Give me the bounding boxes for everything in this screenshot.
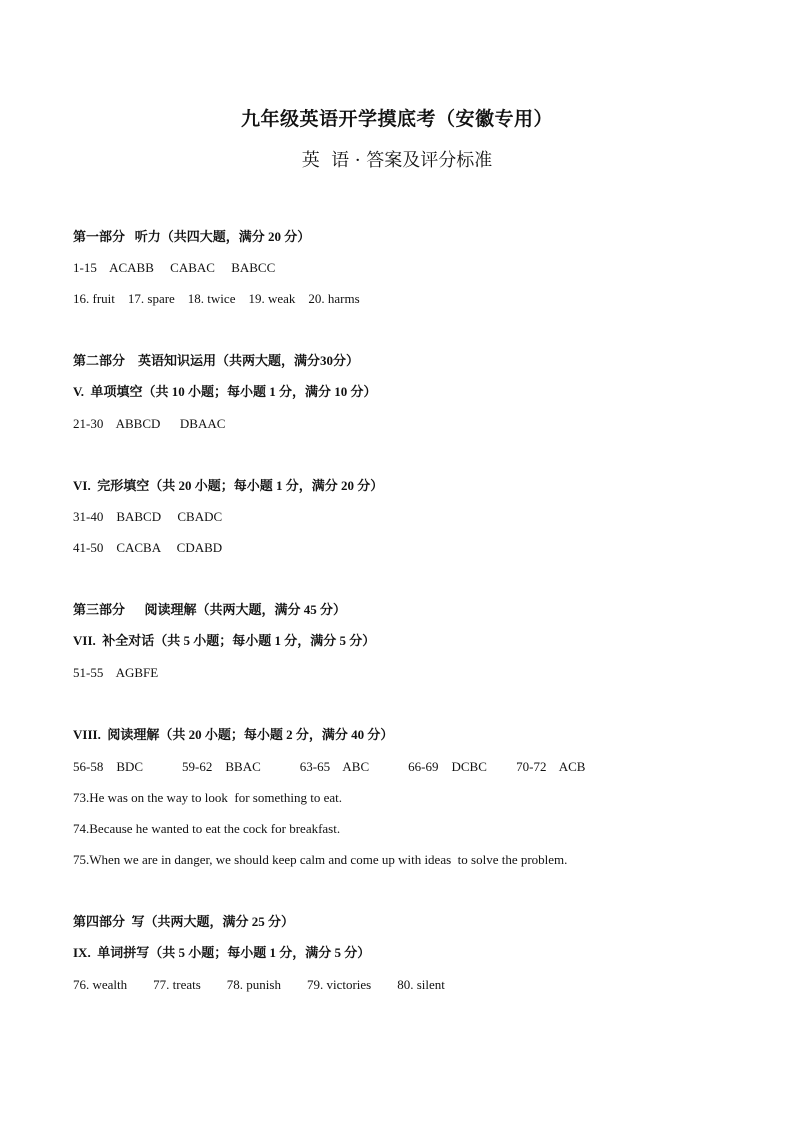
page-subtitle: 英 语 · 答案及评分标准 (301, 150, 493, 171)
part1-answers-row2: 16. fruit 17. spare 18. twice 19. weak 20. harms (73, 291, 360, 306)
part1-answers-row1: 1-15 ACABB CABAC BABCC (73, 260, 276, 275)
part1-heading: 第一部分 听力（共四大题，满分 20 分） (73, 229, 311, 244)
section8-answers-row1: 56-58 BDC 59-62 BBAC 63-65 ABC 66-69 DCBC 70-72 ACB (73, 759, 586, 774)
answer-75: 75.When we are in danger, we should keep calm and come up with ideas to solve the problem. (73, 852, 568, 867)
section6-heading: VI. 完形填空（共 20 小题；每小题 1 分，满分 20 分） (73, 478, 384, 493)
section6-answers-row2: 41-50 CACBA CDABD (73, 540, 223, 555)
section8-heading: VIII. 阅读理解（共 20 小题；每小题 2 分，满分 40 分） (73, 727, 394, 742)
section7-answers-row1: 51-55 AGBFE (73, 665, 159, 680)
answer-74: 74.Because he wanted to eat the cock for breakfast. (73, 821, 341, 836)
section9-answers-row1: 76. wealth 77. treats 78. punish 79. victories 80. silent (73, 977, 445, 992)
page-title: 九年级英语开学摸底考（安徽专用） (240, 109, 553, 130)
answer-73: 73.He was on the way to look for something to eat. (73, 790, 342, 805)
part4-heading: 第四部分 写（共两大题，满分 25 分） (73, 914, 295, 929)
part3-heading: 第三部分 阅读理解（共两大题，满分 45 分） (73, 602, 347, 617)
section5-answers-row1: 21-30 ABBCD DBAAC (73, 416, 226, 431)
part2-heading: 第二部分 英语知识运用（共两大题，满分30分） (73, 353, 360, 368)
section9-heading: IX. 单词拼写（共 5 小题；每小题 1 分，满分 5 分） (73, 945, 371, 960)
section6-answers-row1: 31-40 BABCD CBADC (73, 509, 223, 524)
section7-heading: VII. 补全对话（共 5 小题；每小题 1 分，满分 5 分） (73, 633, 376, 648)
section5-heading: V. 单项填空（共 10 小题；每小题 1 分，满分 10 分） (73, 384, 377, 399)
